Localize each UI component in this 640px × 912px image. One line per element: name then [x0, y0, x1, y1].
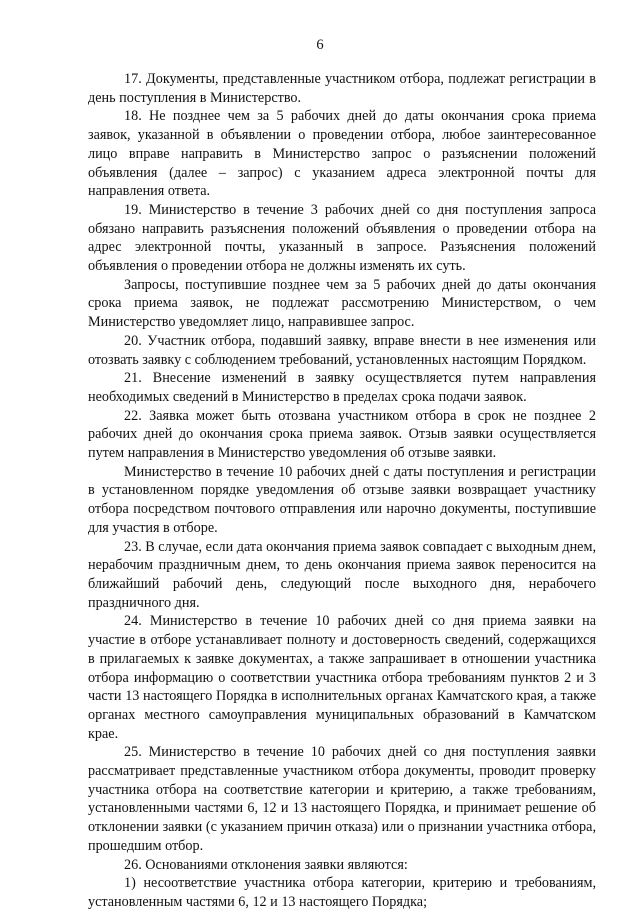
document-body — [88, 70, 596, 912]
paragraph-21: 21. Внесение изменений в заявку осуществляется путем направления необходимых сведений в Министерство в пределах срока подачи заявок. — [88, 370, 596, 405]
paragraph-19: 19. Министерство в течение 3 рабочих дней со дня поступления запроса обязано направить разъяснения положений объявления о проведении отбора на адрес электронной почты, указанный в запросе. Разъяснения положений объявления о проведении отбора не должны изменять их суть. — [88, 201, 596, 275]
paragraph-22: 22. Заявка может быть отозвана участником отбора в срок не позднее 2 рабочих дней до окончания срока приема заявок. Отзыв заявки осуществляется путем направления в Министерство уведомления об отзыве заявки. — [88, 407, 596, 462]
paragraph-18: 18. Не позднее чем за 5 рабочих дней до даты окончания срока приема заявок, указанной в объявлении о проведении отбора, любое заинтересованное лицо вправе направить в Министерство запрос о разъяснении положений объявления (далее – запрос) с указанием адреса электронной почты для направления ответа. — [88, 108, 596, 200]
paragraph-24: 24. Министерство в течение 10 рабочих дней со дня приема заявки на участие в отборе устанавливает полноту и достоверность сведений, содержащихся в прилагаемых к заявке документах, а также запрашивает в отношении участника отбора информацию о соответствии участника отбора требованиям пунктов 2 и 3 части 13 настоящего Порядка в исполнительных органах Камчатского края, а также органах местного самоуправления муниципальных образований в Камчатском крае. — [88, 613, 596, 742]
paragraph-26: 26. Основаниями отклонения заявки являются: — [124, 856, 408, 873]
paragraph-20: 20. Участник отбора, подавший заявку, вправе внести в нее изменения или отозвать заявку с соблюдением требований, установленных настоящим Порядком. — [88, 332, 596, 368]
paragraph-25: 25. Министерство в течение 10 рабочих дней со дня поступления заявки рассматривает представленные участником отбора документы, проводит проверку участника отбора на соответствие категории и критерию, а также требованиям, установленными частями 6, 12 и 13 настоящего Порядка, и принимает решение об отклонении заявки (с указанием причин отказа) или о признании участника отбора, прошедшим отбор. — [88, 744, 596, 854]
paragraph-17: 17. Документы, представленные участником отбора, подлежат регистрации в день поступления в Министерство. — [88, 71, 596, 106]
paragraph-22-return: Министерство в течение 10 рабочих дней с даты поступления и регистрации в установленном порядке уведомления об отзыве заявки возвращает участнику отбора посредством почтового отправления или нарочно документы, поступившие для участия в отборе. — [88, 463, 596, 536]
page-number: 6 — [316, 37, 324, 53]
paragraph-26-item-1: 1) несоответствие участника отбора категории, критерию и требованиям, установленным частями 6, 12 и 13 настоящего Порядка; — [88, 875, 596, 910]
paragraph-19-requests: Запросы, поступившие позднее чем за 5 рабочих дней до даты окончания срока приема заявок, не подлежат рассмотрению Министерством, о чем Министерство уведомляет лицо, направившее запрос. — [88, 276, 596, 331]
paragraph-23: 23. В случае, если дата окончания приема заявок совпадает с выходным днем, нерабочим праздничным днем, то день окончания приема заявок переносится на ближайший рабочий день, следующий после выходного дня, нерабочего праздничного дня. — [88, 538, 596, 611]
